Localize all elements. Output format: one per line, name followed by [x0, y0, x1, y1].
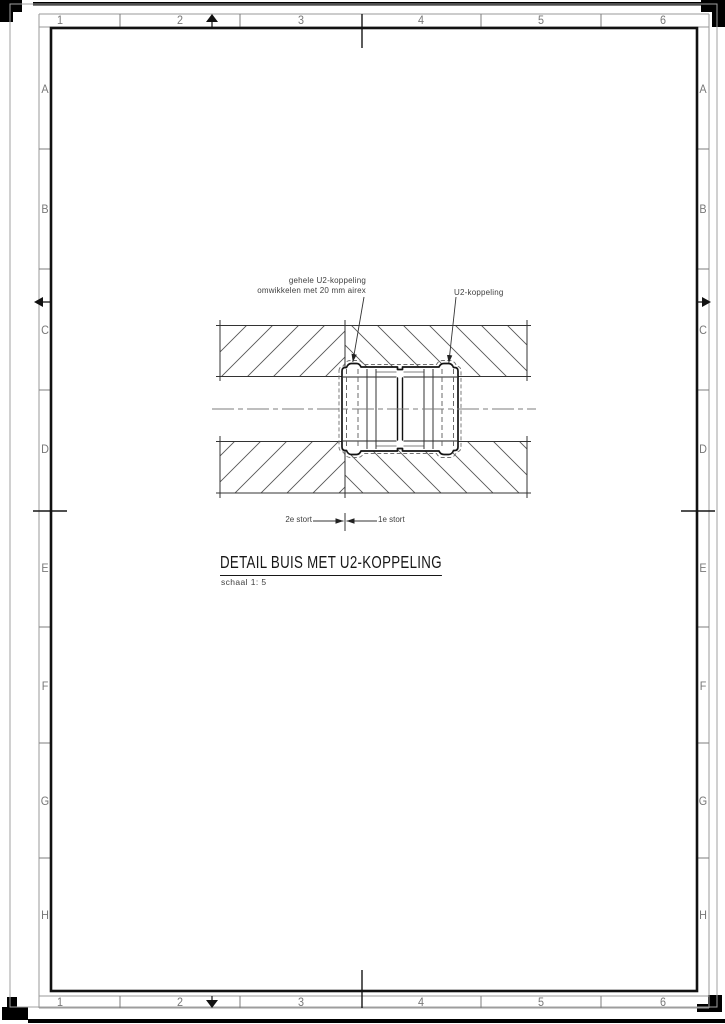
- grid-row-label-right: A: [699, 82, 707, 96]
- outer-border: [10, 4, 717, 1007]
- grid-col-label-top: 2: [176, 13, 184, 27]
- grid-row-label-right: B: [699, 202, 707, 216]
- center-fold-ticks: [33, 14, 715, 1008]
- callout-airex-line1: gehele U2-koppeling: [288, 276, 366, 285]
- grid-row-label-right: G: [698, 794, 708, 808]
- grid-col-label-bottom: 1: [56, 995, 64, 1009]
- grid-col-label-bottom: 2: [176, 995, 184, 1009]
- callout-airex-line2: omwikkelen met 20 mm airex: [257, 285, 366, 295]
- pour-joint-annotation: [313, 513, 377, 531]
- drawing-frame: [51, 28, 697, 991]
- reference-strips: [39, 14, 709, 1008]
- grid-row-label-right: H: [699, 908, 707, 922]
- grid-col-label-bottom: 3: [297, 995, 305, 1009]
- grid-row-label-left: F: [41, 679, 49, 693]
- grid-row-label-left: H: [41, 908, 49, 922]
- grid-col-label-top: 5: [537, 13, 545, 27]
- grid-col-label-top: 6: [659, 13, 667, 27]
- grid-col-label-top: 1: [56, 13, 64, 27]
- grid-row-label-right: F: [699, 679, 707, 693]
- grid-col-label-bottom: 6: [659, 995, 667, 1009]
- strip-dividers: [39, 14, 709, 1008]
- callout-airex-wrap: [238, 276, 366, 295]
- grid-row-label-left: B: [41, 202, 49, 216]
- corner-mark-bottom-left: [2, 997, 28, 1020]
- grid-row-label-right: C: [699, 323, 707, 337]
- pour-label-first-pour: 1e stort: [378, 515, 405, 524]
- grid-col-label-top: 4: [417, 13, 425, 27]
- callout-coupling: U2-koppeling: [454, 288, 504, 297]
- grid-row-label-left: C: [41, 323, 49, 337]
- drawing-scale: schaal 1: 5: [221, 577, 267, 587]
- sheet-edge-bottom: [28, 1019, 725, 1023]
- grid-row-label-left: A: [41, 82, 49, 96]
- pour-label-second-pour: 2e stort: [285, 515, 312, 524]
- drawing-title: DETAIL BUIS MET U2-KOPPELING: [220, 552, 442, 576]
- grid-row-label-right: D: [699, 442, 707, 456]
- grid-row-label-left: D: [41, 442, 49, 456]
- grid-col-label-bottom: 5: [537, 995, 545, 1009]
- fold-arrow-up-icon: [206, 14, 218, 22]
- grid-col-label-bottom: 4: [417, 995, 425, 1009]
- grid-row-label-left: E: [41, 561, 49, 575]
- corner-mark-top-left: [0, 0, 22, 22]
- grid-row-label-right: E: [699, 561, 707, 575]
- fold-mark-arrows: [34, 14, 711, 1008]
- fold-arrow-right-icon: [702, 297, 711, 307]
- grid-row-label-left: G: [40, 794, 50, 808]
- grid-col-label-top: 3: [297, 13, 305, 27]
